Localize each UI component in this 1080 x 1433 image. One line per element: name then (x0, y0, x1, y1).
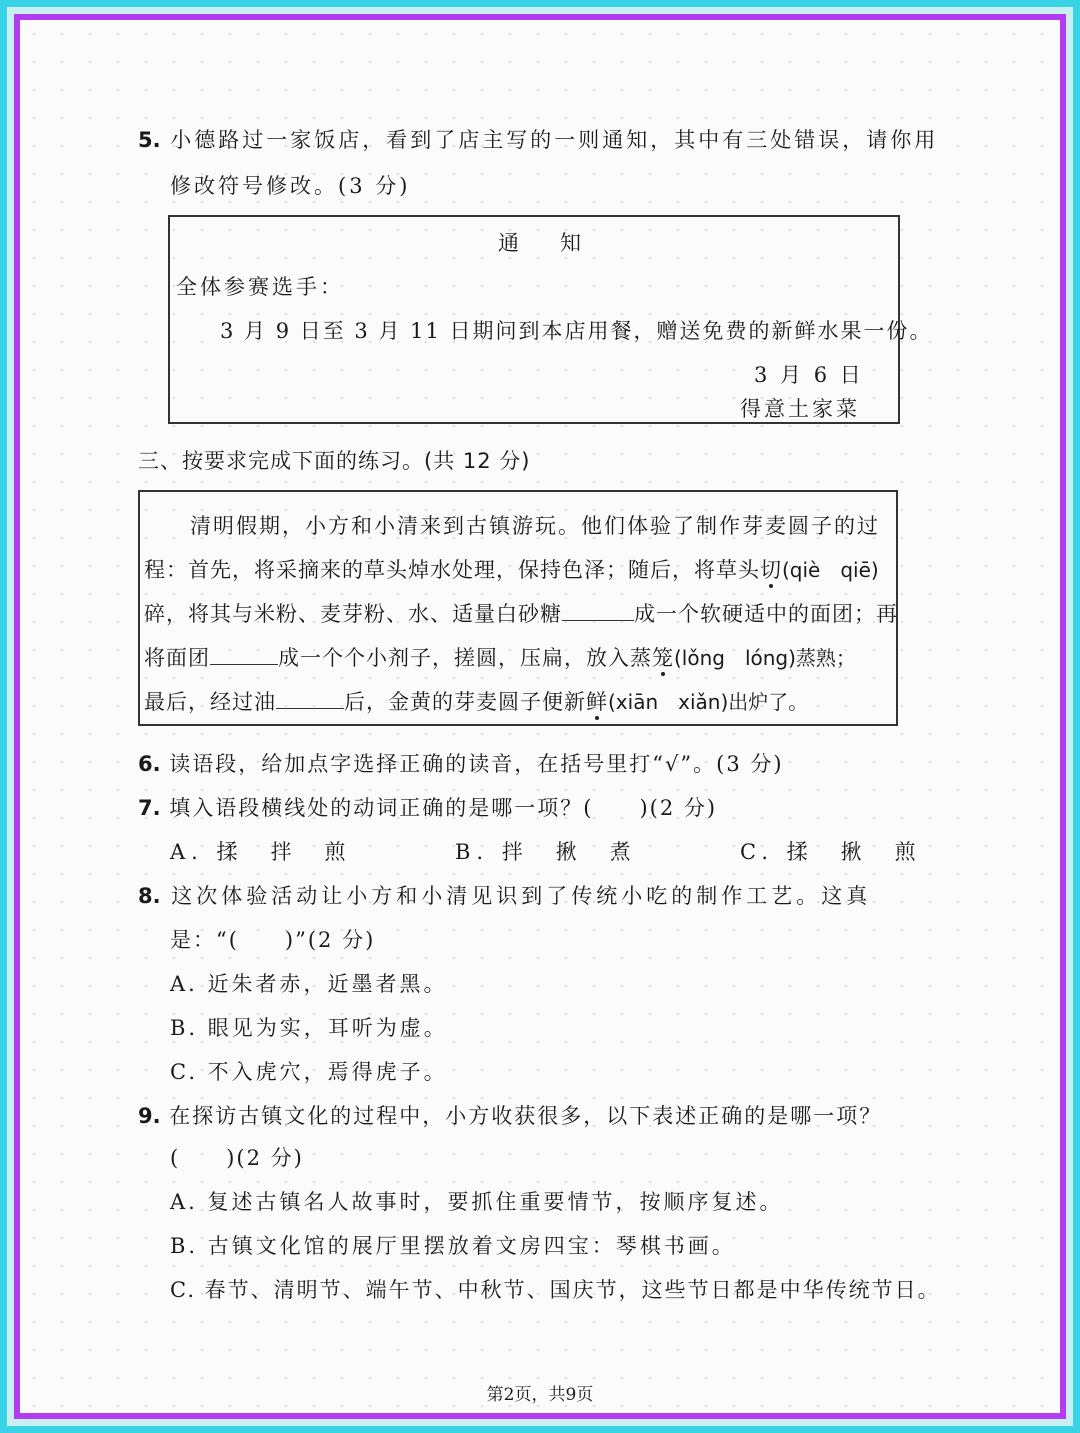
section3-title: 三、按要求完成下面的练习。(共 12 分) (138, 449, 531, 473)
q9-option-c[interactable]: C. 春节、清明节、端午节、中秋节、国庆节，这些节日都是中华传统节日。 (170, 1278, 941, 1302)
q9-line2: ( )(2 分) (170, 1146, 304, 1170)
dotted-char-xian: 鲜 (586, 690, 608, 714)
q9-line1 (138, 1100, 882, 1130)
q5-number: 5. (138, 128, 161, 152)
q7-number: 7. (138, 796, 161, 820)
passage-line3-text: 碎，将其与米粉、麦芽粉、水、适量白砂糖 (144, 602, 562, 626)
q8-option-c[interactable]: C. 不入虎穴，焉得虎子。 (170, 1060, 448, 1084)
q5-line1 (138, 124, 938, 154)
notice-salutation: 全体参赛选手： (176, 275, 344, 299)
q7-option-c[interactable]: C. 揉 揪 煎 (740, 840, 922, 864)
q8-option-b[interactable]: B. 眼见为实，耳听为虚。 (170, 1016, 448, 1040)
q9-number: 9. (138, 1104, 161, 1128)
passage-line3 (144, 598, 898, 628)
passage-line3-text2: 成一个软硬适中的面团；再 (634, 602, 898, 626)
q7-text: 填入语段横线处的动词正确的是哪一项？( )(2 分) (169, 796, 718, 820)
pinyin-choice-xian: (xiān xiǎn)出炉了。 (608, 690, 809, 714)
passage-line5-text2: 后，金黄的芽麦圆子便新 (344, 690, 586, 714)
q7-line (138, 792, 717, 822)
notice-box (168, 215, 933, 424)
passage-line2-text: 程：首先，将采摘来的草头焯水处理，保持色泽；随后，将草头 (144, 558, 760, 582)
passage-line4-text: 将面团 (144, 646, 210, 670)
q8-line2: 是：“( )”(2 分) (170, 928, 376, 952)
fill-blank-3[interactable] (276, 688, 344, 709)
page-footer: 第2页，共9页 (486, 1385, 594, 1405)
notice-date: 3 月 6 日 (754, 363, 864, 387)
q8-text1: 这次体验活动让小方和小清见识到了传统小吃的制作工艺。这真 (171, 884, 872, 908)
fill-blank-2[interactable] (210, 644, 278, 665)
passage-line5 (144, 686, 808, 716)
dotted-char-long: 笼 (652, 646, 674, 670)
notice-body: 3 月 9 日至 3 月 11 日期问到本店用餐，赠送免费的新鲜水果一份。 (220, 319, 933, 343)
passage-line1: 清明假期，小方和小清来到古镇游玩。他们体验了制作芽麦圆子的过 (190, 514, 880, 538)
q6-number: 6. (138, 752, 161, 776)
q5-line2: 修改符号修改。(3 分) (170, 174, 411, 198)
q9-option-b[interactable]: B. 古镇文化馆的展厅里摆放着文房四宝：琴棋书画。 (170, 1234, 736, 1258)
pinyin-choice-long: (lǒng lóng)蒸熟； (674, 646, 856, 670)
q9-option-a[interactable]: A. 复述古镇名人故事时，要抓住重要情节，按顺序复述。 (170, 1190, 784, 1214)
q5-text1: 小德路过一家饭店，看到了店主写的一则通知，其中有三处错误，请你用 (170, 128, 939, 152)
passage-line2 (144, 554, 879, 584)
fill-blank-1[interactable] (562, 600, 634, 621)
q6-line (138, 748, 784, 778)
q8-option-a[interactable]: A. 近朱者赤，近墨者黑。 (170, 972, 448, 996)
passage-box (138, 490, 898, 726)
passage-line4-text2: 成一个个小剂子，搓圆，压扁，放入蒸 (278, 646, 652, 670)
passage-line5-text: 最后，经过油 (144, 690, 276, 714)
q7-option-a[interactable]: A. 揉 拌 煎 (170, 840, 352, 864)
passage-line4 (144, 642, 856, 672)
q9-text1: 在探访古镇文化的过程中，小方收获很多，以下表述正确的是哪一项？ (169, 1104, 883, 1128)
q8-line1 (138, 880, 871, 910)
notice-title: 通 知 (498, 231, 591, 255)
q6-text: 读语段，给加点字选择正确的读音，在括号里打“√”。(3 分) (169, 752, 784, 776)
pinyin-choice-qie: (qiè qiē) (782, 558, 879, 582)
q7-option-b[interactable]: B. 拌 揪 煮 (455, 840, 637, 864)
dotted-char-qie: 切 (760, 558, 782, 582)
q8-number: 8. (138, 884, 161, 908)
notice-signature: 得意土家菜 (740, 397, 860, 421)
